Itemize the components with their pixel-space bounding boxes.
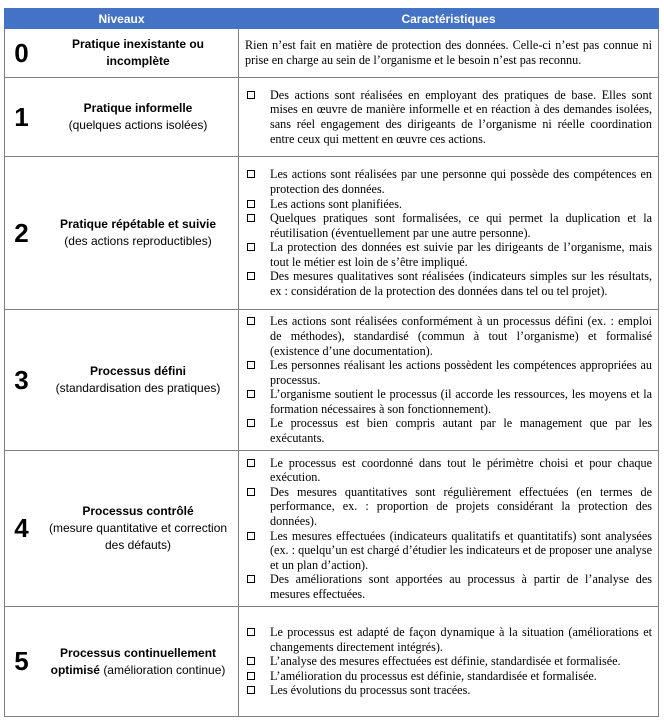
table-header-row — [5, 9, 659, 29]
checkbox-icon — [247, 672, 255, 680]
level-cell — [5, 607, 239, 717]
list-item: Le processus est adapté de façon dynamique à la situation (améliorations et changements directement intégrés). — [245, 625, 652, 654]
level-cell — [5, 29, 239, 78]
list-item: Les actions sont réalisées par une personne qui possède des compétences en protection des données. — [245, 167, 652, 196]
list-item: Des mesures qualitatives sont réalisées (indicateurs simples sur les résultats, ex : considération de la protection des données dans tel ou tel projet). — [245, 269, 652, 298]
level-number: 5 — [14, 646, 29, 676]
list-item: La protection des données est suivie par les dirigeants de l’organisme, mais tout le métier est loin de s’être impliqué. — [245, 240, 652, 269]
level-subtitle: (amélioration continue) — [103, 662, 226, 677]
list-item: Le processus est bien compris autant par le management que par les exécutants. — [245, 416, 652, 445]
level-title: Processus continuellement optimisé — [50, 645, 217, 677]
header-characteristics: Caractéristiques — [239, 9, 659, 29]
level-subtitle: (standardisation des pratiques) — [55, 381, 221, 395]
level-number: 0 — [14, 37, 29, 68]
checkbox-icon — [247, 532, 255, 540]
level-label — [38, 100, 238, 134]
level-number: 4 — [14, 513, 29, 543]
list-item: Des améliorations sont apportées au processus à partir de l’analyse des mesures effectuées. — [245, 572, 652, 601]
characteristics-list — [245, 456, 652, 602]
list-item: Des mesures quantitatives sont régulièrement effectuées (en termes de performance, ex. : proportion de projets considérant la protection des données). — [245, 485, 652, 529]
characteristics-list — [245, 88, 652, 146]
checkbox-icon — [247, 91, 255, 99]
level-cell — [5, 451, 239, 607]
checkbox-icon — [247, 272, 255, 280]
level-label — [38, 36, 238, 70]
checkbox-icon — [247, 170, 255, 178]
characteristics-cell — [239, 78, 659, 157]
level-title: Processus défini — [89, 364, 187, 378]
header-levels: Niveaux — [5, 9, 239, 29]
table-row — [5, 310, 659, 451]
list-item: Les personnes réalisant les actions possèdent les compétences appropriées au processus. — [245, 358, 652, 387]
level-label — [38, 503, 238, 554]
list-item: Quelques pratiques sont formalisées, ce qui permet la duplication et la réutilisation (éventuellement par une autre personne). — [245, 211, 652, 240]
characteristics-list — [245, 314, 652, 445]
level-number: 2 — [14, 217, 29, 248]
checkbox-icon — [247, 657, 255, 665]
characteristics-cell — [239, 451, 659, 607]
list-item: L’analyse des mesures effectuées est définie, standardisée et formalisée. — [245, 654, 652, 669]
list-item: Les actions sont planifiées. — [245, 197, 652, 212]
level-number: 3 — [14, 364, 29, 395]
list-item: Les actions sont réalisées conformément à un processus défini (ex. : emploi de méthodes), standardisé (commun à tout l’organisme) et formalisé (existence d’une documentation). — [245, 314, 652, 358]
level-subtitle: (des actions reproductibles) — [64, 234, 212, 248]
level-cell — [5, 310, 239, 451]
table-row — [5, 78, 659, 157]
table-row — [5, 451, 659, 607]
table-row — [5, 157, 659, 310]
characteristics-cell — [239, 607, 659, 717]
table-row — [5, 607, 659, 717]
checkbox-icon — [247, 214, 255, 222]
level-cell — [5, 157, 239, 310]
list-item: Les mesures effectuées (indicateurs qualitatifs et quantitatifs) sont analysées (ex. : quelqu’un est chargé d’étudier les indicateurs et de proposer une analyse et un plan d’action). — [245, 529, 652, 573]
level-title: Processus contrôlé — [82, 504, 194, 518]
table-row — [5, 29, 659, 78]
characteristics-text: Rien n’est fait en matière de protection des données. Celle-ci n’est pas connue ni prise en charge au sein de l’organisme et le besoin n’est pas reconnu. — [245, 38, 652, 67]
level-number: 1 — [14, 101, 29, 132]
checkbox-icon — [247, 459, 255, 467]
list-item: L’amélioration du processus est définie, standardisée et formalisée. — [245, 669, 652, 684]
level-label — [38, 363, 238, 397]
characteristics-cell — [239, 310, 659, 451]
checkbox-icon — [247, 317, 255, 325]
level-title: Pratique inexistante ou incomplète — [71, 37, 205, 68]
list-item: Des actions sont réalisées en employant des pratiques de base. Elles sont mises en œuvre de manière informelle et en réaction à des demandes isolées, sans réel engagement des dirigeants de l’organisme ni réelle coordination entre ceux qui mettent en œuvre ces actions. — [245, 88, 652, 146]
checkbox-icon — [247, 686, 255, 694]
maturity-levels-table — [4, 8, 659, 717]
level-label — [38, 216, 238, 250]
list-item: L’organisme soutient le processus (il accorde les ressources, les moyens et la formation nécessaires à son fonctionnement). — [245, 387, 652, 416]
list-item: Les évolutions du processus sont tracées. — [245, 683, 652, 698]
checkbox-icon — [247, 419, 255, 427]
characteristics-list — [245, 167, 652, 298]
level-label — [38, 645, 238, 679]
maturity-table-frame — [4, 8, 659, 717]
checkbox-icon — [247, 628, 255, 636]
checkbox-icon — [247, 200, 255, 208]
characteristics-list — [245, 625, 652, 698]
checkbox-icon — [247, 488, 255, 496]
checkbox-icon — [247, 390, 255, 398]
level-subtitle: (quelques actions isolées) — [68, 118, 208, 132]
characteristics-cell — [239, 157, 659, 310]
checkbox-icon — [247, 575, 255, 583]
level-subtitle: (mesure quantitative et correction des défauts) — [48, 521, 228, 552]
checkbox-icon — [247, 243, 255, 251]
level-title: Pratique répétable et suivie — [59, 217, 217, 231]
checkbox-icon — [247, 361, 255, 369]
level-cell — [5, 78, 239, 157]
level-title: Pratique informelle — [83, 101, 193, 115]
characteristics-cell — [239, 29, 659, 78]
list-item: Le processus est coordonné dans tout le périmètre choisi et pour chaque exécution. — [245, 456, 652, 485]
